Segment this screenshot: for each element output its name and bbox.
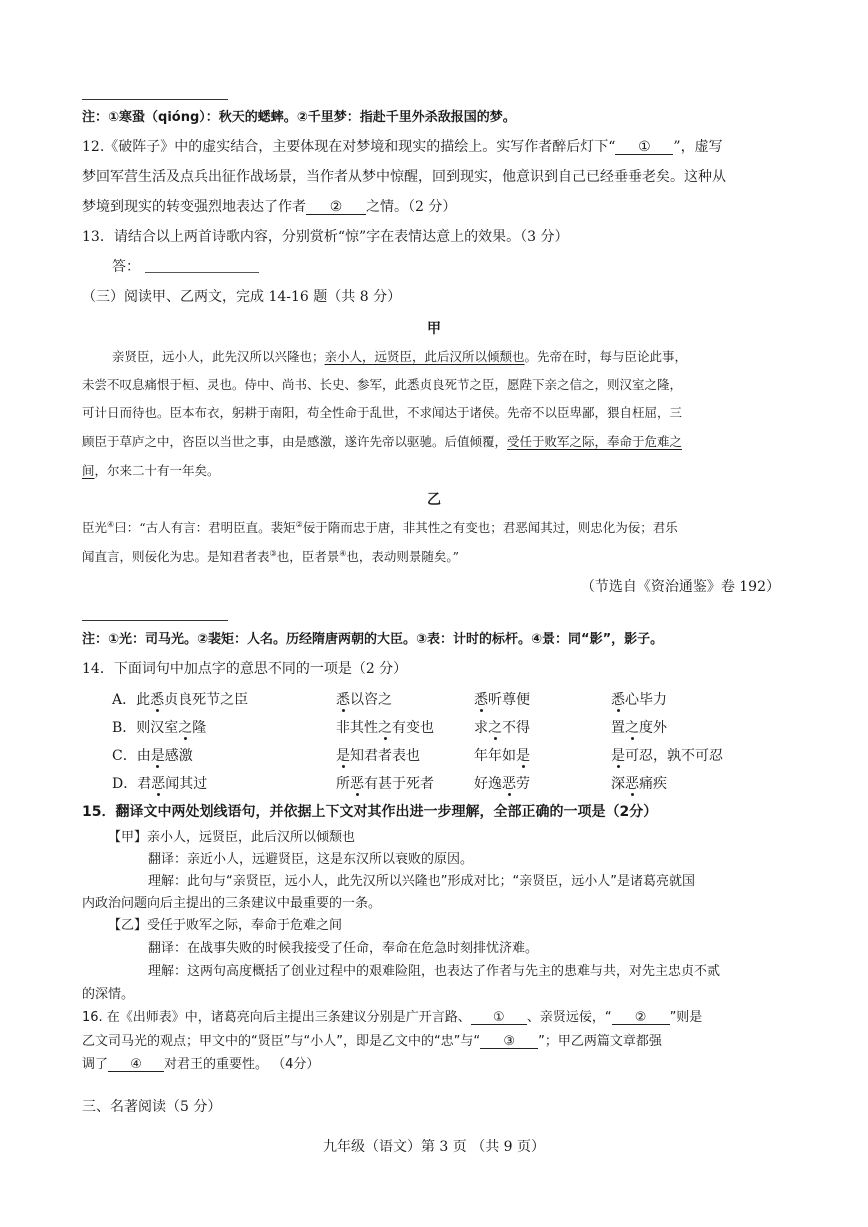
question-15-stem: 15．翻译文中两处划线语句，并依据上下文对其作出进一步理解，全部正确的一项是（2分） [82,804,658,820]
passage-jia-line-1 [112,347,687,365]
q12-blank-2: ② [306,200,366,215]
q14-a-3: 悉听尊便 [474,692,530,708]
section-next-heading: 三、名著阅读（5 分） [82,1099,222,1115]
q14-b-4: 置之度外 [611,720,667,736]
q16-text-g: 对君王的重要性。 （4分） [164,1057,320,1072]
q15-yi-understanding-1: 理解：这两句高度概括了创业过程中的艰难险阻，也表达了作者与先主的患难与共，对先主忠贞不贰 [148,964,721,979]
q14-b-2: 非其性之有变也 [336,720,434,736]
yi-sup-2: ② [295,519,303,529]
q14-c-3: 年年如是 [474,748,530,764]
q16-blank-2: ② [612,1011,670,1025]
q16-blank-1: ① [471,1011,527,1025]
q14-option-b: B．则汉室之隆 [112,720,207,736]
q16-text-e: ”；甲乙两篇文章都强 [538,1034,662,1049]
yi-l1b: 曰：“古人有言：君明臣直。裴矩 [114,520,296,535]
q15-yi-understanding-2: 的深情。 [82,987,135,1002]
jia-underline-2b: 间 [82,463,95,478]
q15-jia-understanding-1: 理解：此句与“亲贤臣，远小人，此先汉所以兴隆也”形成对比；“亲贤臣，远小人”是诸葛亮就国 [148,874,695,889]
yi-l1a: 臣光 [82,520,108,535]
q14-c-4: 是可忍，孰不可忍 [611,748,723,764]
passage-yi-title: 乙 [427,492,441,508]
q14-a-2: 悉以咨之 [336,692,392,708]
q14-c-2: 是知君者表也 [336,748,420,764]
yi-l2b: 也，臣者景 [276,549,340,564]
q16-text-b: 、亲贤远佞，“ [526,1010,612,1025]
footnote-passage: 注：①光：司马光。②裴矩：人名。历经隋唐两朝的大臣。③表：计时的标杆。④景：同“影”，影子。 [82,632,664,647]
q15-jia-label: 【甲】亲小人，远贤臣，此后汉所以倾颓也 [108,830,356,845]
passage-jia-line-3: 可计日而待也。臣本布衣，躬耕于南阳，苟全性命于乱世，不求闻达于诸侯。先帝不以臣卑鄙，猥自枉屈，三 [82,405,683,420]
q14-a-4: 悉心毕力 [611,692,667,708]
footnote-top: 注：①寒蛩（qióng）：秋天的蟋蟀。②千里梦：指赴千里外杀敌报国的梦。 [82,110,516,125]
question-16-line-3 [82,1053,319,1072]
q14-d-2: 所恶有甚于死者 [336,776,434,792]
question-12-line-2: 梦回军营生活及点兵出征作战场景，当作者从梦中惊醒，回到现实，他意识到自己已经垂垂老矣。这种从 [82,169,726,185]
q15-yi-translation: 翻译：在战事失败的时候我接受了任命，奉命在危急时刻排忧济难。 [148,941,539,956]
yi-sup-1: ④ [107,519,115,529]
q15-jia-understanding-2: 内政治问题向后主提出的三条建议中最重要的一条。 [82,896,382,911]
q16-blank-3: ③ [480,1035,538,1049]
yi-sup-3: ③ [269,548,277,558]
jia-underline-2a: 受任于败军之际，奉命于危难之 [507,434,683,449]
q15-jia-translation: 翻译：亲近小人，远避贤臣，这是东汉所以衰败的原因。 [148,852,474,867]
section-3-heading: （三）阅读甲、乙两文，完成 14-16 题（共 8 分） [82,289,402,305]
footnote-rule-top [82,99,228,100]
passage-jia-line-2: 未尝不叹息痛恨于桓、灵也。侍中、尚书、长史、参军，此悉贞良死节之臣，愿陛下亲之信之，则汉室之隆， [82,377,683,392]
question-14-stem: 14．下面词句中加点字的意思不同的一项是（2 分） [82,661,408,677]
q16-text-d: 乙文司马光的观点；甲文中的“贤臣”与“小人”，即是乙文中的“忠”与“ [82,1034,481,1049]
q16-text-c: ”则是 [669,1010,703,1025]
q14-b-3: 求之不得 [474,720,530,736]
q15-yi-label: 【乙】受任于败军之际，奉命于危难之间 [108,918,343,933]
passage-jia-line-5 [82,461,220,479]
jia-underline-1: 亲小人，远贤臣，此后汉所以倾颓也 [324,349,525,364]
q14-d-3: 好逸恶劳 [474,776,530,792]
passage-yi-line-2 [82,547,459,565]
yi-l2c: 也，表动则景随矣。” [346,549,460,564]
yi-l2a: 闻直言，则佞化为忠。是知君者表 [82,549,270,564]
q14-d-4: 深恶痛疾 [611,776,667,792]
question-12-line-1 [82,136,723,156]
jia-l1a: 亲贤臣，远小人，此先汉所以兴隆也； [112,349,325,364]
page-footer: 九年级（语文）第 3 页 （共 9 页） [322,1139,546,1155]
q12-blank-1: ① [615,140,673,155]
question-16-line-1 [82,1006,702,1025]
q13-answer-label: 答： [112,259,140,275]
jia-l5b: ，尔来二十有一年矣。 [94,463,220,478]
jia-l4a: 顾臣于草庐之中，咨臣以当世之事，由是感激，遂许先帝以驱驰。后值倾覆， [82,434,508,449]
q14-option-d: D．君恶闻其过 [112,776,208,792]
q14-option-a: A．此悉贞良死节之臣 [112,692,249,708]
passage-jia-line-4 [82,432,682,450]
passage-yi-source: （节选自《资治通鉴》卷 192） [580,579,780,595]
footnote-rule-mid [82,620,228,621]
question-16-line-2 [82,1030,662,1049]
yi-l1c: 佞于隋而忠于唐，非其性之有变也；君恶闻其过，则忠化为佞；君乐 [302,520,678,535]
question-13: 13．请结合以上两首诗歌内容，分别赏析“惊”字在表情达意上的效果。（3 分） [82,229,569,245]
q16-text-f: 调了 [82,1057,109,1072]
passage-jia-title: 甲 [427,321,441,337]
q12-text-a: 12.《破阵子》中的虚实结合，主要体现在对梦境和现实的描绘上。实写作者醉后灯下“ [82,139,616,155]
q12-text-b: ”，虚写 [673,139,723,155]
q12-text-c: 梦境到现实的转变强烈地表达了作者 [82,199,306,215]
q12-text-d: 之情。（2 分） [366,199,457,215]
q16-text-a: 16. 在《出师表》中，诸葛亮向后主提出三条建议分别是广开言路、 [82,1010,471,1025]
passage-yi-line-1 [82,518,678,536]
jia-l1b: 。先帝在时，每与臣论此事， [524,349,688,364]
q13-answer-line [145,272,259,273]
question-12-line-3 [82,196,456,216]
yi-sup-4: ④ [339,548,347,558]
q16-blank-4: ④ [108,1058,164,1072]
q14-option-c: C．由是感激 [112,748,193,764]
